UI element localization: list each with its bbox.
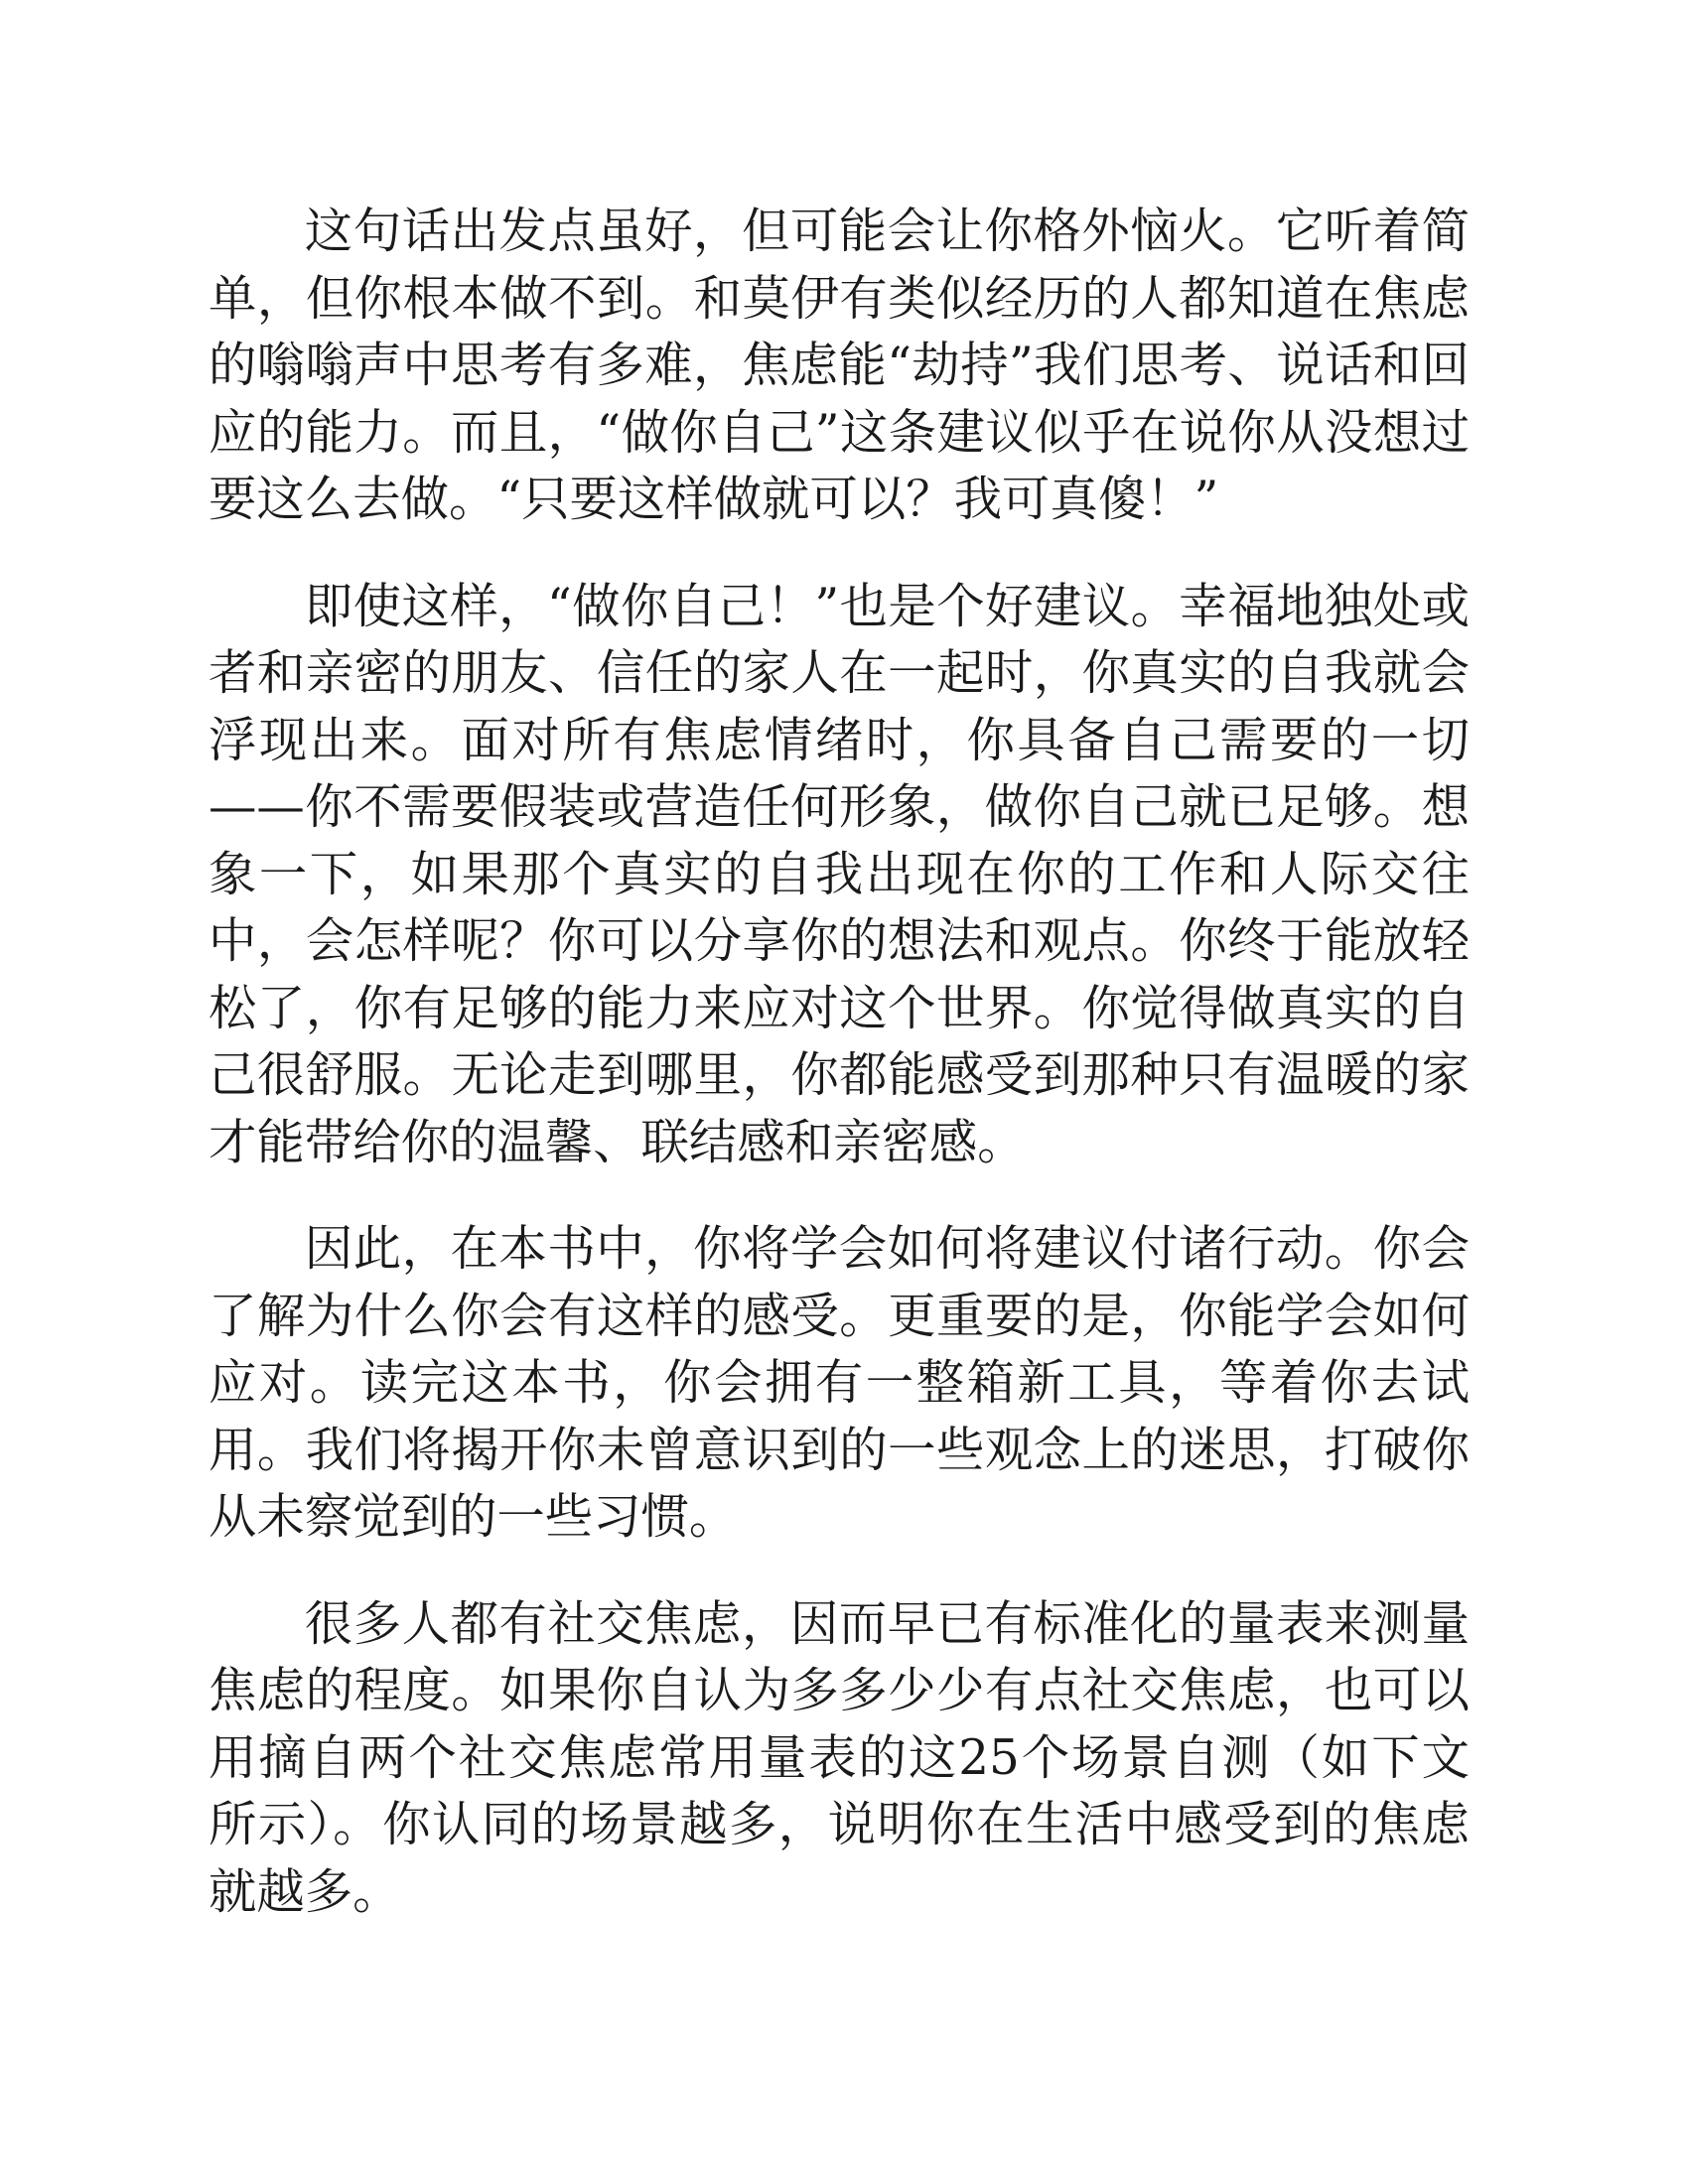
paragraph-4: 很多人都有社交焦虑，因而早已有标准化的量表来测量焦虑的程度。如果你自认为多多少少有点社交焦虑，也可以用摘自两个社交焦虑常用量表的这25个场景自测（如下文所示）。你认同的场景越多，说明你在生活中感受到的焦虑就越多。	[209, 1595, 1470, 1920]
paragraph-1: 这句话出发点虽好，但可能会让你格外恼火。它听着简单，但你根本做不到。和莫伊有类似经历的人都知道在焦虑的嗡嗡声中思考有多难，焦虑能“劫持”我们思考、说话和回应的能力。而且，“做你自己”这条建议似乎在说你从没想过要这么去做。“只要这样做就可以？我可真傻！”	[209, 204, 1470, 527]
paragraph-3: 因此，在本书中，你将学会如何将建议付诸行动。你会了解为什么你会有这样的感受。更重要的是，你能学会如何应对。读完这本书，你会拥有一整箱新工具，等着你去试用。我们将揭开你未曾意识到的一些观念上的迷思，打破你从未察觉到的一些习惯。	[209, 1221, 1470, 1545]
body-text	[209, 199, 1470, 1926]
paragraph-2: 即使这样，“做你自己！”也是个好建议。幸福地独处或者和亲密的朋友、信任的家人在一起时，你真实的自我就会浮现出来。面对所有焦虑情绪时，你具备自己需要的一切——你不需要假装或营造任何形象，做你自己就已足够。想象一下，如果那个真实的自我出现在你的工作和人际交往中，会怎样呢？你可以分享你的想法和观点。你终于能放轻松了，你有足够的能力来应对这个世界。你觉得做真实的自己很舒服。无论走到哪里，你都能感受到那种只有温暖的家才能带给你的温馨、联结感和亲密感。	[209, 578, 1470, 1170]
